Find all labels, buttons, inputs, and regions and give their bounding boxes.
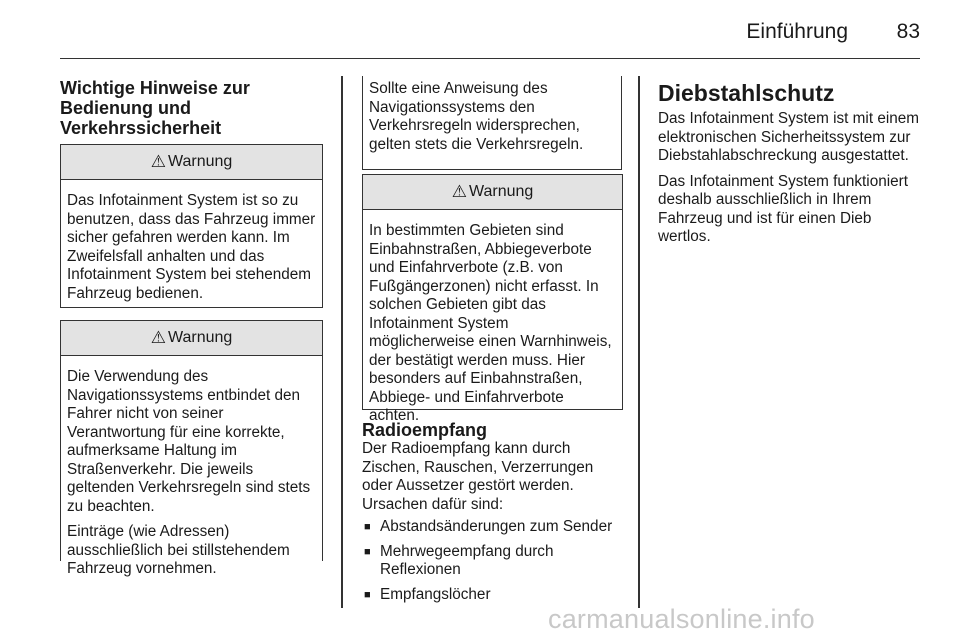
column-divider-2: [638, 76, 640, 608]
section-heading-theft: Diebstahlschutz: [658, 80, 835, 106]
header-rule: [60, 58, 920, 59]
section-heading-safety: Wichtige Hinweise zur Bedienung und Verkehrssicherheit: [60, 78, 250, 138]
list-item-text: Mehrwegeempfang durch Reflexionen: [380, 542, 554, 578]
warning-box-body: [363, 210, 622, 426]
list-item: [362, 518, 622, 537]
page-number: 83: [896, 20, 920, 43]
warning-box-body: [61, 356, 322, 579]
bullet-list: [362, 518, 622, 604]
list-item-text: Abstandsänderungen zum Sender: [380, 518, 613, 535]
warning-box-header: [61, 145, 322, 180]
warning-label: Warnung: [167, 153, 233, 170]
warning-box-body: [61, 180, 322, 303]
warning-text: In bestimmten Gebieten sind Einbahnstraßen, Abbiegeverbote und Einfahrverbote (z.B. von Fußgängerzonen) nicht erfasst. In solchen Gebieten gibt das Infotainment System möglicherweise einen Warnhinweis, der bestätigt werden muss. Hier besonders auf Einbahnstraßen, Abbiege- und Einfahrverbote achten.: [369, 222, 612, 424]
page-header-title: Einführung: [746, 20, 848, 43]
warning-label: Warnung: [468, 183, 534, 200]
warning-box-1: [60, 144, 323, 308]
warning-label: Warnung: [167, 329, 233, 346]
warning-triangle-icon: ⚠: [150, 328, 166, 347]
column-divider-1: [341, 76, 343, 608]
warning-triangle-icon: ⚠: [451, 182, 467, 201]
theft-section: [658, 80, 920, 247]
warning-box-2: [60, 320, 323, 577]
section-heading-radio: Radioempfang: [362, 420, 488, 440]
warning-text-2: Einträge (wie Adressen) ausschließlich bei stillstehendem Fahrzeug vornehmen.: [67, 523, 290, 577]
warning-triangle-icon: ⚠: [150, 152, 166, 171]
watermark: carmanualsonline.info: [548, 604, 815, 634]
notice-text: Sollte eine Anweisung des Navigationssystems den Verkehrsregeln widersprechen, gelten stets die Verkehrsregeln.: [369, 80, 584, 153]
warning-text: Die Verwendung des Navigationssystems entbindet den Fahrer nicht von seiner Verantwortung für eine korrekte, aufmerksame Haltung im Straßenverkehr. Die jeweils geltenden Verkehrsregeln sind stets zu beachten.: [67, 368, 311, 515]
list-item: [362, 586, 622, 605]
list-item: [362, 543, 622, 580]
warning-box-3: [362, 174, 623, 424]
warning-box-header: [61, 321, 322, 356]
notice-box: [362, 76, 622, 170]
radio-text: Der Radioempfang kann durch Zischen, Rauschen, Verzerrungen oder Aussetzer gestört werden. Ursachen dafür sind:: [362, 440, 594, 513]
theft-text-1: Das Infotainment System ist mit einem elektronischen Sicherheitssystem zur Diebstahlabschreckung ausgestattet.: [658, 110, 919, 164]
radio-section: [362, 420, 622, 610]
square-bullet-icon: ■: [364, 588, 371, 601]
square-bullet-icon: ■: [364, 521, 371, 533]
warning-text: Das Infotainment System ist so zu benutzen, dass das Fahrzeug immer sicher gefahren werden kann. Im Zweifelsfall anhalten und das Infotainment System bei stehendem Fahrzeug bedienen.: [67, 192, 316, 302]
theft-text-2: Das Infotainment System funktioniert deshalb ausschließlich in Ihrem Fahrzeug und ist für einen Dieb wertlos.: [658, 172, 908, 245]
square-bullet-icon: ■: [364, 545, 371, 558]
list-item-text: Empfangslöcher: [380, 585, 491, 603]
warning-box-header: [363, 175, 622, 210]
